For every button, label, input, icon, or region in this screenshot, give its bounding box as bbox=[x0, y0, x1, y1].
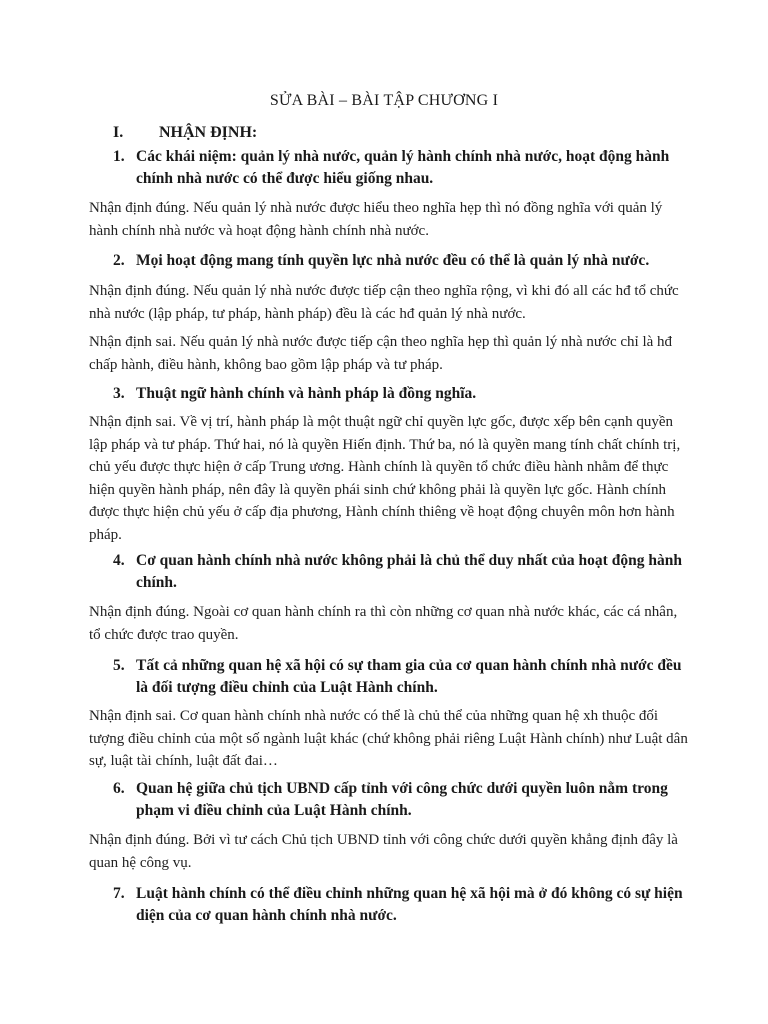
question-number: 1. bbox=[113, 148, 125, 165]
question-number: 7. bbox=[113, 885, 125, 902]
question-2 bbox=[113, 250, 683, 272]
answer-4: Nhận định đúng. Ngoài cơ quan hành chính ra thì còn những cơ quan nhà nước khác, các cá nhân, tổ chức được trao quyền. bbox=[89, 604, 678, 643]
question-text: Tất cả những quan hệ xã hội có sự tham gia của cơ quan hành chính nhà nước đều là đối tượng điều chỉnh của Luật Hành chính. bbox=[136, 657, 682, 696]
question-text: Luật hành chính có thể điều chỉnh những quan hệ xã hội mà ở đó không có sự hiện diện của cơ quan hành chính nhà nước. bbox=[136, 885, 683, 924]
question-text: Quan hệ giữa chủ tịch UBND cấp tỉnh với công chức dưới quyền luôn nằm trong phạm vi điều chỉnh của Luật Hành chính. bbox=[136, 780, 668, 819]
question-number: 5. bbox=[113, 657, 125, 674]
question-text: Thuật ngữ hành chính và hành pháp là đồng nghĩa. bbox=[136, 385, 477, 402]
answer-5: Nhận định sai. Cơ quan hành chính nhà nước có thể là chủ thể của những quan hệ xh thuộc đối tượng điều chỉnh của một số ngành luật khác (chứ không phải riêng Luật Hành chính) như Luật dân sự, luật tài chính, luật đất đai… bbox=[89, 708, 688, 769]
question-number: 4. bbox=[113, 552, 125, 569]
section-number: I. bbox=[113, 124, 124, 141]
section-heading bbox=[113, 124, 257, 142]
question-text: Mọi hoạt động mang tính quyền lực nhà nước đều có thể là quản lý nhà nước. bbox=[136, 252, 650, 269]
answer-1: Nhận định đúng. Nếu quản lý nhà nước được hiểu theo nghĩa hẹp thì nó đồng nghĩa với quản lý hành chính nhà nước và hoạt động hành chính nhà nước. bbox=[89, 200, 663, 239]
answer-2b: Nhận định sai. Nếu quản lý nhà nước được tiếp cận theo nghĩa hẹp thì quản lý nhà nước chỉ là hđ chấp hành, điều hành, không bao gồm lập pháp và tư pháp. bbox=[89, 334, 673, 373]
answer-2a: Nhận định đúng. Nếu quản lý nhà nước được tiếp cận theo nghĩa rộng, vì khi đó all các hđ tổ chức nhà nước (lập pháp, tư pháp, hành pháp) đều là các hđ quản lý nhà nước. bbox=[89, 283, 679, 322]
answer-3: Nhận định sai. Về vị trí, hành pháp là một thuật ngữ chỉ quyền lực gốc, được xếp bên cạnh quyền lập pháp và tư pháp. Thứ hai, nó là quyền Hiến định. Thứ ba, nó là quyền mang tính chất chính trị, chủ yếu được thực hiện ở cấp Trung ương. Hành chính là quyền tổ chức điều hành nhằm để thực hiện quyền hành pháp, nên đây là quyền phái sinh chứ không phải là quyền lực gốc. Hành chính được thực hiện chủ yếu ở cấp địa phương, Hành chính thiêng về hoạt động chuyên môn hơn hành pháp. bbox=[89, 414, 681, 543]
question-number: 6. bbox=[113, 780, 125, 797]
question-number: 3. bbox=[113, 385, 125, 402]
question-number: 2. bbox=[113, 252, 125, 269]
question-4 bbox=[113, 550, 683, 594]
question-6 bbox=[113, 778, 683, 822]
document-title: SỬA BÀI – BÀI TẬP CHƯƠNG I bbox=[269, 92, 499, 109]
question-1 bbox=[113, 146, 683, 190]
answer-6: Nhận định đúng. Bởi vì tư cách Chủ tịch UBND tỉnh với công chức dưới quyền khẳng định đây là quan hệ công vụ. bbox=[89, 832, 678, 871]
question-text: Cơ quan hành chính nhà nước không phải là chủ thể duy nhất của hoạt động hành chính. bbox=[136, 552, 682, 591]
question-7 bbox=[113, 883, 683, 927]
question-3 bbox=[113, 383, 683, 405]
question-5 bbox=[113, 655, 683, 699]
section-label: NHẬN ĐỊNH: bbox=[159, 124, 258, 141]
question-text: Các khái niệm: quản lý nhà nước, quản lý hành chính nhà nước, hoạt động hành chính nhà nước có thể được hiểu giống nhau. bbox=[136, 148, 670, 187]
